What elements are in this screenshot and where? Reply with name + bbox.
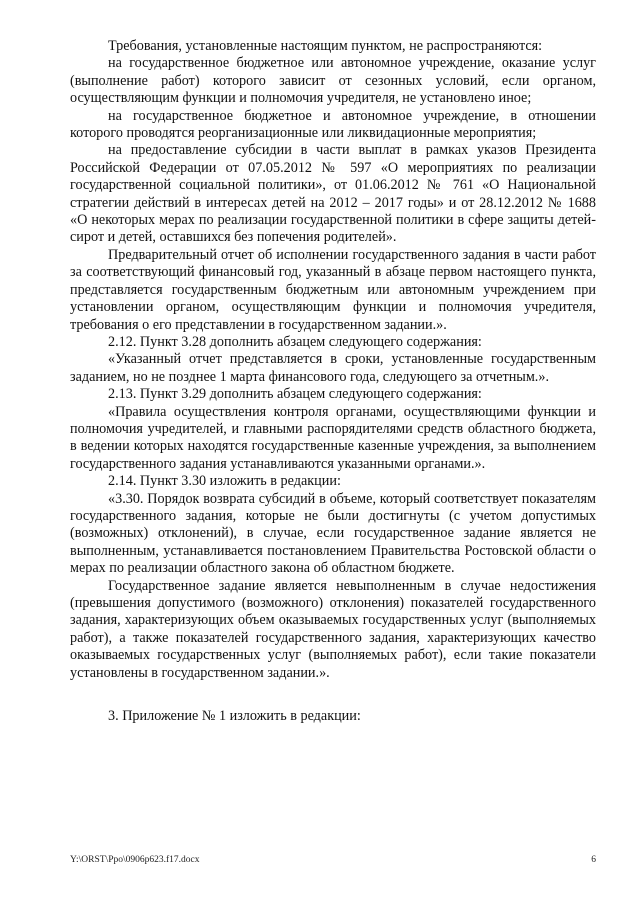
paragraph: на государственное бюджетное и автономное учреждение, в отношении которого проводятся реорганизационные или ликвидационные мероприятия; [70, 107, 596, 142]
footer-page-number: 6 [591, 855, 596, 865]
paragraph: Требования, установленные настоящим пунктом, не распространяются: [108, 38, 543, 54]
paragraph: 2.13. Пункт 3.29 дополнить абзацем следующего содержания: [108, 386, 482, 403]
paragraph: «Указанный отчет представляется в сроки, установленные государственным заданием, но не позднее 1 марта финансового года, следующего за отчетным.». [70, 351, 596, 385]
paragraph: 2.14. Пункт 3.30 изложить в редакции: [108, 473, 341, 490]
paragraph: на предоставление субсидии в части выплат в рамках указов Президента Российской Федерации от 07.05.2012 № 597 «О мероприятиях по реализации государственной социальной политики», от 01.06.2012 № 761 «О Национальной стратегии действий в интересах детей на 2012 – 2017 годы» и от 28.12.2012 № 1688 «О некоторых мерах по реализации государственной политики в сфере защиты детей-сирот и детей, оставшихся без попечения родителей». [70, 142, 596, 246]
paragraph: Государственное задание является невыполненным в случае недостижения (превышения допустимого (возможного) отклонения) показателей государственного задания, характеризующих объем оказываемых государственных услуг (выполняемых работ), а также показателей государственного задания, характеризующих качество оказываемых государственных услуг (выполняемых работ), если такие показатели установлены в государственном задании.». [70, 577, 596, 681]
document-body [70, 38, 596, 725]
paragraph: на государственное бюджетное или автономное учреждение, оказание услуг (выполнение работ) которого зависит от сезонных условий, если органом, осуществляющим функции и полномочия учредителя, не установлено иное; [70, 55, 596, 107]
footer-file-path: Y:\ORST\Ppo\0906p623.f17.docx [70, 855, 200, 865]
paragraph: 3. Приложение № 1 изложить в редакции: [108, 708, 361, 725]
paragraph: 2.12. Пункт 3.28 дополнить абзацем следующего содержания: [108, 333, 482, 350]
paragraph-gap [70, 682, 596, 708]
paragraph: Предварительный отчет об исполнении государственного задания в части работ за соответствующий финансовый год, указанный в абзаце первом настоящего пункта, представляется государственным бюджетным или автономным учреждением при установлении органом, осуществляющим функции и полномочия учредителя, требования о его представлении в государственном задании.». [70, 246, 596, 333]
paragraph: «3.30. Порядок возврата субсидий в объеме, который соответствует показателям государственного задания, которые не были достигнуты (с учетом допустимых (возможных) отклонений), в случае, если государственное задание является не выполненным, устанавливается постановлением Правительства Ростовской области о мерах по реализации областного закона об областном бюджете. [70, 490, 596, 577]
paragraph: «Правила осуществления контроля органами, осуществляющими функции и полномочия учредителей, и главными распорядителями средств областного бюджета, в ведении которых находятся государственные казенные учреждения, за выполнением государственного задания устанавливаются указанными органами.». [70, 403, 596, 472]
